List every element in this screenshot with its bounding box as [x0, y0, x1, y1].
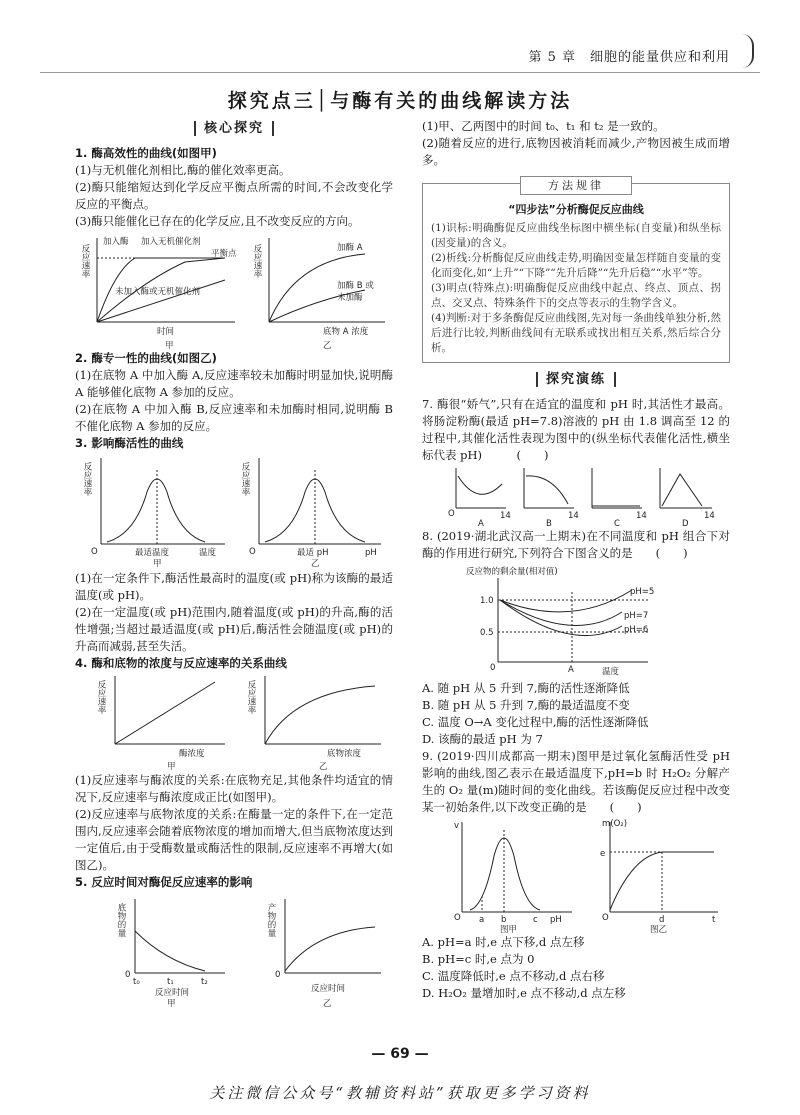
svg-text:14: 14	[500, 511, 511, 521]
svg-text:O: O	[602, 913, 609, 923]
fig1b	[252, 238, 385, 350]
fig-caption: 乙	[323, 341, 332, 350]
svg-text:14: 14	[704, 511, 715, 521]
fig-caption: 乙	[311, 559, 320, 569]
q9-fig-b	[600, 819, 718, 934]
box-tag: 方法规律	[520, 176, 632, 195]
para: (1)与无机催化剂相比,酶的催化效率更高。	[75, 163, 291, 177]
origin: 0	[275, 970, 281, 980]
axis-y: 反应速率	[96, 680, 106, 714]
origin: O	[91, 547, 98, 557]
q7-opt-c	[592, 468, 647, 528]
para: (1)在一定条件下,酶活性最高时的温度(或 pH)称为该酶的最适温度(或 pH)。	[75, 571, 393, 602]
para: (3)酶只能催化已存在的化学反应,且不改变反应的方向。	[75, 214, 360, 228]
curve-label: 加入无机催化剂	[141, 237, 201, 247]
fig-caption: 乙	[319, 762, 328, 772]
svg-text:t: t	[712, 915, 716, 925]
axis-y: 产物的量	[266, 903, 276, 937]
para: (2)随着反应的进行,底物因被消耗而减少,产物因被生成而增多。	[422, 136, 730, 167]
para: (2)在一定温度(或 pH)范围内,随着温度(或 pH)的升高,酶的活性增强;当超过最适温度(或 pH)后,酶活性会随温度(或 pH)的升高而减弱,甚至失活。	[75, 605, 393, 653]
header-rule	[40, 72, 760, 73]
svg-text:O: O	[454, 913, 461, 923]
svg-text:d: d	[659, 915, 665, 925]
fig-caption: 甲	[167, 999, 176, 1009]
axis-x: 最适 pH	[297, 548, 329, 558]
q7-opt-d	[660, 468, 715, 528]
figure-activity	[75, 452, 393, 570]
svg-text:b: b	[501, 915, 507, 925]
svg-text:图乙: 图乙	[650, 925, 668, 934]
choice: D. 该酶的最适 pH 为 7	[422, 732, 543, 746]
axis-x2: pH	[365, 548, 377, 558]
axis-y: 反应速率	[252, 244, 262, 278]
svg-text:a: a	[479, 915, 485, 925]
svg-text:pH=5: pH=5	[630, 587, 655, 597]
axis-x: 底物浓度	[327, 749, 362, 759]
footer-note: 关注微信公众号“教辅资料站”获取更多学习资料	[209, 1084, 591, 1102]
svg-text:A: A	[568, 665, 574, 675]
choice: B. 随 pH 从 5 升到 7,酶的最适温度不变	[422, 698, 630, 712]
axis-y: 底物的量	[116, 903, 126, 937]
fig-caption: 乙	[323, 999, 332, 1009]
curve-label: 加入酶	[103, 237, 129, 247]
q9-figure	[422, 816, 730, 934]
para: (2)反应速率与底物浓度的关系:在酶量一定的条件下,在一定范围内,反应速率会随着底物浓度的增加而增大,但当底物浓度达到一定值后,由于受酶数量或酶活性的限制,反应速率不再增大(如图乙)。	[75, 807, 393, 872]
svg-text:v: v	[454, 821, 460, 831]
para: (1)在底物 A 中加入酶 A,反应速率较未加酶时明显加快,说明酶 A 能够催化底物 A 参加的反应。	[75, 368, 393, 399]
axis-y: 反应速率	[82, 462, 92, 496]
curve-label: 加酶 A	[337, 243, 363, 253]
figure-time	[75, 891, 393, 1009]
choice: A. pH=a 时,e 点下移,d 点左移	[422, 935, 585, 949]
opt-label: A	[478, 519, 484, 528]
svg-text:14: 14	[568, 511, 579, 521]
curve-label: 未加酶	[337, 293, 363, 303]
svg-text:1.0: 1.0	[480, 596, 494, 606]
figure-concentration	[75, 672, 393, 772]
heading-4: 4. 酶和底物的浓度与反应速率的关系曲线	[75, 656, 287, 670]
box-para: (4)判断:对于多条酶促反应曲线图,先对每一条曲线单独分析,然后进行比较,判断曲线间有无联系或找出相互关系,然后综合分析。	[431, 312, 721, 354]
opt-label: B	[546, 519, 552, 528]
choice: C. 温度 O→A 变化过程中,酶的活性逐渐降低	[422, 715, 649, 729]
choice: D. H₂O₂ 量增加时,e 点不移动,d 点左移	[422, 986, 626, 1000]
page-number: — 69 —	[371, 1046, 429, 1062]
svg-text:pH=7: pH=7	[624, 611, 649, 621]
fig-caption: 甲	[153, 559, 162, 569]
fig-caption: 甲	[165, 341, 174, 350]
svg-text:pH=6: pH=6	[624, 625, 649, 635]
box-para: (2)析线:分析酶促反应曲线走势,明确因变量怎样随自变量的变化而变化,如“上升”“下降”“先升后降”“先升后稳”“水平”等。	[431, 252, 721, 279]
tick: t₀	[133, 977, 140, 987]
fig4a	[96, 676, 225, 772]
q7-opt-a	[448, 468, 511, 528]
method-box	[422, 179, 730, 363]
axis-y: 反应速率	[240, 462, 250, 496]
q9-fig-a	[454, 821, 572, 934]
q7-options-figure	[422, 464, 730, 528]
axis-x: 反应时间	[311, 984, 346, 994]
svg-text:O: O	[448, 509, 455, 519]
figure-efficiency	[75, 230, 393, 350]
para: (2)在底物 A 中加入酶 B,反应速率和未加酶时相同,说明酶 B 不催化底物 A 参加的反应。	[75, 402, 393, 433]
svg-text:反应物的剩余量(相对值): 反应物的剩余量(相对值)	[466, 567, 558, 577]
choice: C. 温度降低时,e 点不移动,d 点右移	[422, 969, 605, 983]
fig5b	[266, 899, 381, 1009]
svg-text:0.5: 0.5	[480, 628, 494, 638]
tick: t₁	[167, 977, 174, 987]
opt-label: C	[614, 519, 620, 528]
svg-text:0: 0	[490, 663, 496, 673]
heading-3: 3. 影响酶活性的曲线	[75, 436, 184, 450]
axis-y: 反应速率	[80, 244, 90, 278]
axis-x2: 温度	[199, 548, 217, 558]
fig3a	[82, 458, 225, 569]
q8-figure	[422, 562, 730, 680]
axis-x: 底物 A 浓度	[323, 327, 369, 337]
tick: t₂	[201, 977, 208, 987]
fig4b	[246, 676, 381, 772]
fig3b	[240, 458, 381, 569]
box-para: (1)识标:明确酶促反应曲线坐标图中横坐标(自变量)和纵坐标(因变量)的含义。	[431, 222, 721, 249]
chapter-title: 第 5 章 细胞的能量供应和利用	[528, 50, 730, 65]
svg-text:pH: pH	[550, 915, 562, 925]
q7-opt-b	[524, 468, 579, 528]
fig1a	[80, 236, 237, 350]
curve-label: 平衡点	[211, 249, 237, 259]
axis-x: 时间	[157, 327, 175, 337]
opt-label: D	[682, 519, 689, 528]
para: (1)甲、乙两图中的时间 t₀、t₁ 和 t₂ 是一致的。	[422, 119, 665, 133]
para: (1)反应速率与酶浓度的关系:在底物充足,其他条件均适宜的情况下,反应速率与酶浓度成正比(如图甲)。	[75, 773, 393, 804]
fig5a	[116, 899, 225, 1009]
question-9: 9. (2019·四川成都高一期末)图甲是过氧化氢酶活性受 pH 影响的曲线,图乙表示在最适温度下,pH=b 时 H₂O₂ 分解产生的 O₂ 量(m)随时间的变化曲线。若该酶促反应过程中改变某一初始条件,以下改变正确的是 ( )	[422, 749, 730, 814]
svg-text:温度: 温度	[602, 667, 620, 677]
svg-text:图甲: 图甲	[500, 925, 518, 934]
fig-caption: 甲	[167, 762, 176, 772]
section-heading-2: 探究演练	[422, 371, 730, 388]
origin: O	[249, 547, 256, 557]
svg-text:e: e	[600, 849, 606, 859]
box-para: (3)明点(特殊点):明确酶促反应曲线中起点、终点、顶点、拐点、交叉点、特殊条件下的交点等表示的生物学含义。	[431, 282, 721, 309]
page-title: 探究点三│与酶有关的曲线解读方法	[227, 90, 573, 112]
question-8: 8. (2019·湖北武汉高一上期末)在不同温度和 pH 组合下对酶的作用进行研究,下列符合下图含义的是 ( )	[422, 529, 730, 560]
left-column	[75, 118, 393, 1009]
choice: B. pH=c 时,e 点为 0	[422, 952, 535, 966]
choice: A. 随 pH 从 5 升到 7,酶的活性逐渐降低	[422, 681, 630, 695]
axis-x: 最适温度	[135, 548, 170, 558]
curve-label: 加酶 B 或	[337, 281, 374, 291]
heading-2: 2. 酶专一性的曲线(如图乙)	[75, 351, 217, 365]
svg-text:c: c	[533, 915, 538, 925]
right-column	[422, 118, 730, 1002]
axis-x: 酶浓度	[179, 749, 205, 759]
box-title: “四步法”分析酶促反应曲线	[508, 203, 644, 216]
axis-y: 反应速率	[246, 680, 256, 714]
origin: 0	[125, 970, 131, 980]
para: (2)酶只能缩短达到化学反应平衡点所需的时间,不会改变化学反应的平衡点。	[75, 180, 393, 211]
corner-ornament	[742, 34, 754, 68]
page-header	[40, 28, 760, 68]
svg-text:m(O₂): m(O₂)	[602, 819, 628, 829]
heading-1: 1. 酶高效性的曲线(如图甲)	[75, 146, 217, 160]
section-heading: 核心探究	[75, 120, 393, 137]
curve-label: 未加入酶或无机催化剂	[115, 287, 201, 297]
heading-5: 5. 反应时间对酶促反应速率的影响	[75, 875, 253, 889]
svg-text:14: 14	[636, 511, 647, 521]
question-7: 7. 酶很“娇气”,只有在适宜的温度和 pH 时,其活性才最高。将肠淀粉酶(最适 pH=7.8)溶液的 pH 由 1.8 调高至 12 的过程中,其催化活性表现为图中的(纵坐标代表催化活性,横坐标代表 pH) ( )	[422, 397, 730, 462]
axis-x: 反应时间	[155, 988, 190, 998]
